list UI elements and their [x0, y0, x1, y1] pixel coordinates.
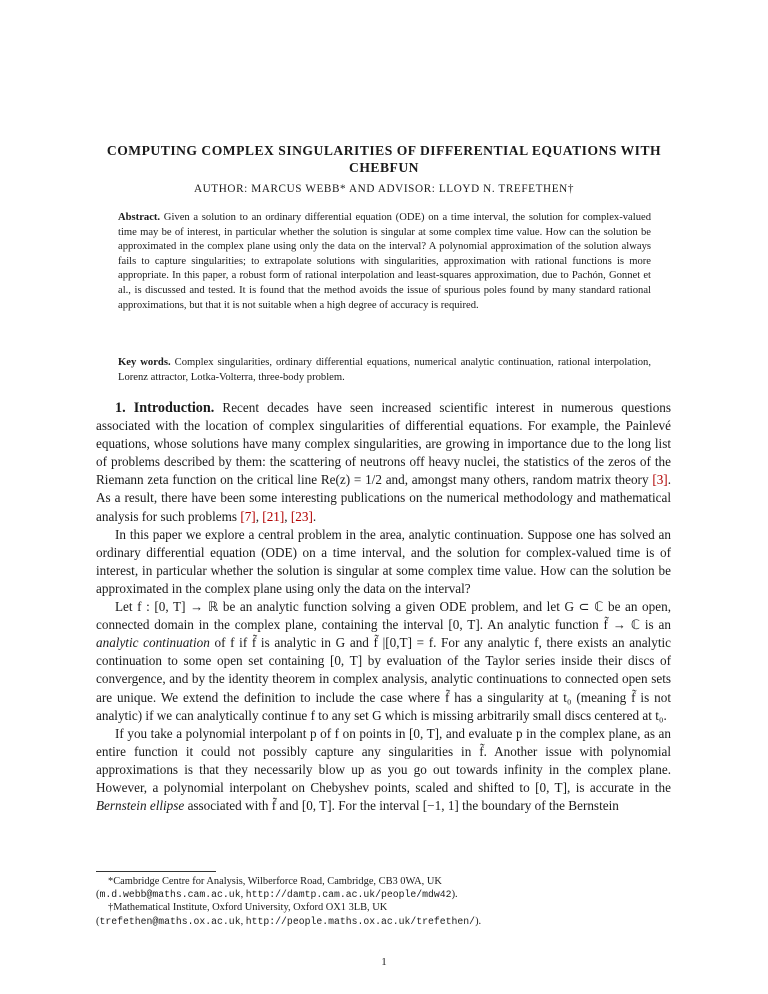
- paragraph: [96, 598, 671, 725]
- citation-link[interactable]: [3]: [652, 472, 668, 488]
- url-link[interactable]: http://damtp.cam.ac.uk/people/mdw42: [245, 889, 452, 901]
- paragraph: [96, 526, 671, 598]
- footnote-text: †Mathematical Institute, Oxford University, Oxford OX1 3LB, UK: [108, 902, 388, 914]
- page-number: 1: [381, 956, 387, 968]
- paragraph-text: of f if f̃ is analytic in G and f̃ |[0,T] = f. For any analytic f, there exists an analytic continuation to some open set containing [0, T] by evaluation of the Taylor series inside their discs of convergence, and by the identity theorem in complex analysis, analytic continuations to connected open sets are unique. We extend the definition to include the case where f̃ has a singularity at t₀ (meaning f̃ is not analytic) if we can analytically continue f to any set G which is missing arbitrarily small discs centered at t₀.: [96, 635, 672, 723]
- citation-link[interactable]: [7]: [240, 508, 256, 524]
- paragraph-text: . As a result, there have been some interesting publications on the numerical methodology and mathematical analysis for such problems: [96, 472, 671, 524]
- section-number: 1.: [115, 400, 126, 416]
- email-link[interactable]: m.d.webb@maths.cam.ac.uk: [99, 889, 241, 901]
- emphasis: Bernstein ellipse: [96, 798, 185, 814]
- paragraph-text: If you take a polynomial interpolant p of f on points in [0, T], and evaluate p in the complex plane, as an entire function it could not possibly capture any singularities in f̃. Another issue with polynomial approximations is that they necessarily blow up as you go out towards infinity in the complex plane. However, a polynomial interpolant on Chebyshev points, scaled and shifted to [0, T], is accurate in the: [96, 725, 671, 795]
- email-link[interactable]: trefethen@maths.ox.ac.uk: [99, 915, 241, 927]
- paragraph-text: Let f : [0, T] → ℝ be an analytic function solving a given ODE problem, and let G ⊂ ℂ be an open, connected domain in the complex plane, containing the interval [0, T]. An analytic function f̃ → ℂ is an: [96, 599, 671, 633]
- footnote-1: *Cambridge Centre for Analysis, Wilberforce Road, Cambridge, CB3 0WA, UK (m.d.webb@maths.cam.ac.uk, http://damtp.cam.ac.uk/people/mdw42).: [96, 876, 458, 901]
- emphasis: analytic continuation: [96, 635, 210, 651]
- abstract-label: Abstract.: [118, 212, 161, 223]
- author-line: AUTHOR: MARCUS WEBB* AND ADVISOR: LLOYD N. TREFETHEN†: [193, 183, 575, 195]
- footnote-text: *Cambridge Centre for Analysis, Wilberforce Road, Cambridge, CB3 0WA, UK: [108, 876, 442, 887]
- body-text: [96, 399, 671, 815]
- keywords-text: Complex singularities, ordinary differential equations, numerical analytic continuation, rational interpolation, Lorenz attractor, Lotka-Volterra, three-body problem.: [118, 357, 652, 383]
- paragraph: [96, 725, 671, 815]
- citation-link[interactable]: [23]: [290, 508, 313, 524]
- abstract: [118, 211, 651, 313]
- paper-title: COMPUTING COMPLEX SINGULARITIES OF DIFFERENTIAL EQUATIONS WITH CHEBFUN: [106, 143, 662, 175]
- keywords: [118, 356, 651, 385]
- keywords-label: Key words.: [118, 357, 171, 368]
- paragraph: 1. Introduction. Recent decades have seen increased scientific interest in numerous questions associated with the location of complex singularities of differential equations. For example, the Painlevé equations, whose solutions have many complex singularities, are growing in importance due to the long list of problems described by them: the scattering of neutrons off heavy nuclei, the statistics of the zeros of the Riemann zeta function on the critical line Re(z) = 1/2 and, amongst many others, random matrix theory [3]. As a result, there have been some interesting publications on the numerical methodology and mathematical analysis for such problems [7], [21], [23].: [96, 400, 672, 524]
- section-title: Introduction.: [133, 400, 215, 416]
- footnote-2: †Mathematical Institute, Oxford University, Oxford OX1 3LB, UK (trefethen@maths.ox.ac.uk, http://people.maths.ox.ac.uk/trefethen/).: [96, 902, 482, 927]
- paragraph-text: In this paper we explore a central problem in the area, analytic continuation. Suppose one has solved an ordinary differential equation (ODE) on a time interval, and the solution for complex-valued time is of interest, in particular whether the solution is singular at some complex time value. How can the solution be approximated in the complex plane using only the data on the interval?: [96, 526, 671, 596]
- citation-link[interactable]: [21]: [262, 508, 285, 524]
- footnote-rule: [96, 871, 216, 872]
- paragraph-text: Recent decades have seen increased scientific interest in numerous questions associated with the location of complex singularities of differential equations. For example, the Painlevé equations, whose solutions have many complex singularities, are growing in importance due to the long list of problems described by them: the scattering of neutrons off heavy nuclei, the statistics of the zeros of the Riemann zeta function on the critical line Re(z) = 1/2 and, amongst many others, random matrix theory: [96, 400, 672, 488]
- url-link[interactable]: http://people.maths.ox.ac.uk/trefethen/: [245, 915, 476, 927]
- footnotes: [96, 875, 671, 928]
- paragraph-text: associated with f̃ and [0, T]. For the interval [−1, 1] the boundary of the Bernstein: [187, 798, 619, 814]
- abstract-text: Given a solution to an ordinary differential equation (ODE) on a time interval, the solution for complex-valued time may be of interest, in particular whether the solution is singular at some complex time value. How can the solution be approximated in the complex plane using only the data on the interval? A polynomial approximation of the solution always fails to capture singularities; to extrapolate solutions with singularities, approximation with rational functions is more appropriate. In this paper, a robust form of rational interpolation and least-squares approximation, due to Pachón, Gonnet et al., is discussed and tested. It is found that the method avoids the issue of spurious poles found by many standard rational approximations, but that it is not suitable when a high degree of accuracy is required.: [118, 212, 651, 311]
